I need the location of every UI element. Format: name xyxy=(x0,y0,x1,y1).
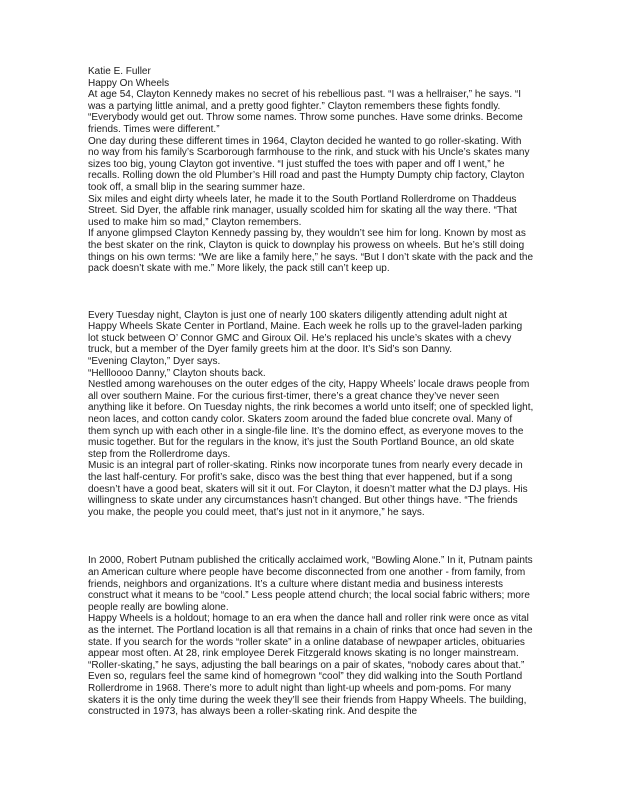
title-line: Happy On Wheels xyxy=(88,77,170,89)
paragraph: “Hellloooo Danny,” Clayton shouts back. xyxy=(88,367,266,379)
document-section-1 xyxy=(88,89,534,275)
paragraph: Every Tuesday night, Clayton is just one of nearly 100 skaters diligently attending adult night at Happy Wheels Skate Center in Portland, Maine. Each week he rolls up to the gravel-laden parking lot stuck between O’ Connor GMC and Giroux Oil. He’s replaced his uncle’s skates with a chevy truck, but a member of the Dyer family greets him at the door. It’s Sid’s son Danny. xyxy=(88,309,523,356)
document-section-3 xyxy=(88,555,534,717)
document-content xyxy=(88,66,534,718)
paragraph: Six miles and eight dirty wheels later, he made it to the South Portland Rollerdrome on Thaddeus Street. Sid Dyer, the affable rink manager, usually scolded him for skating all the way there. “That used to make him so mad,” Clayton remembers. xyxy=(88,193,517,228)
paragraph: “Evening Clayton,” Dyer says. xyxy=(88,356,221,368)
paragraph: Nestled among warehouses on the outer edges of the city, Happy Wheels’ locale draws people from all over southern Maine. For the curious first-timer, there’s a great chance they’ve never seen anything like it before. On Tuesday nights, the rink becomes a world unto itself; one of speckled light, neon laces, and cotton candy color. Skaters zoom around the faded blue concrete oval. Many of them synch up with each other in a single-file line. It’s the domino effect, as everyone moves to the music together. But for the regulars in the know, it’s just the South Portland Bounce, an old skate step from the Rollerdrome days. xyxy=(88,379,534,460)
paragraph: Even so, regulars feel the same kind of homegrown “cool” they did walking into the South Portland Rollerdrome in 1968. There’s more to adult night than light-up wheels and pom-poms. For many skaters it is the only time during the week they’ll see their friends from Happy Wheels. The building, constructed in 1973, has always been a roller-skating rink. And despite the xyxy=(88,671,527,718)
paragraph: At age 54, Clayton Kennedy makes no secret of his rebellious past. “I was a hellraiser,” he says. “I was a partying little animal, and a pretty good fighter.” Clayton remembers these fights fondly. “Everybody would get out. Throw some names. Throw some punches. Have some drinks. Become friends. Times were different.” xyxy=(88,89,523,135)
paragraph: One day during these different times in 1964, Clayton decided he wanted to go roller-skating. With no way from his family’s Scarborough farmhouse to the rink, and stuck with his Uncle’s skates many sizes too big, young Clayton got inventive. “I just stuffed the toes with paper and off I went,” he recalls. Rolling down the old Plumber’s Hill road and past the Humpty Dumpty chip factory, Clayton took off, a small blip in the searing summer haze. xyxy=(88,135,530,193)
paragraph: Music is an integral part of roller-skating. Rinks now incorporate tunes from nearly every decade in the last half-century. For profit’s sake, disco was the best thing that ever happened, but if a song doesn’t have a good beat, skaters will sit it out. For Clayton, it doesn’t matter what the DJ plays. His willingness to skate under any circumstances hasn’t changed. But other things have. “The friends you make, the people you could meet, that’s just not in it anymore,” he says. xyxy=(88,460,528,518)
author-line: Katie E. Fuller xyxy=(88,66,151,77)
paragraph: In 2000, Robert Putnam published the critically acclaimed work, “Bowling Alone.” In it, Putnam paints an American culture where people have become disconnected from one another - from family, from friends, neighbors and organizations. It’s a culture where distant media and business interests construct what it means to be “cool.” Less people attend church; the local social fabric withers; more people really are bowling alone. xyxy=(88,555,533,613)
paragraph: If anyone glimpsed Clayton Kennedy passing by, they wouldn’t see him for long. Known by most as the best skater on the rink, Clayton is quick to downplay his prowess on wheels. But he’s still doing things on his own terms: “We are like a family here,” he says. “But I don’t skate with the pack and the pack doesn’t skate with me.” More likely, the pack still can’t keep up. xyxy=(88,228,534,275)
paragraph: Happy Wheels is a holdout; homage to an era when the dance hall and roller rink were once as vital as the internet. The Portland location is all that remains in a chain of rinks that once had seven in the state. If you search for the words “roller skate” in a online database of newpaper articles, obituaries appear most often. At 28, rink employee Derek Fitzgerald knows skating is no longer mainstream. “Roller-skating,” he says, adjusting the ball bearings on a pair of skates, “nobody cares about that.” xyxy=(88,613,533,671)
document-section-2 xyxy=(88,310,534,519)
